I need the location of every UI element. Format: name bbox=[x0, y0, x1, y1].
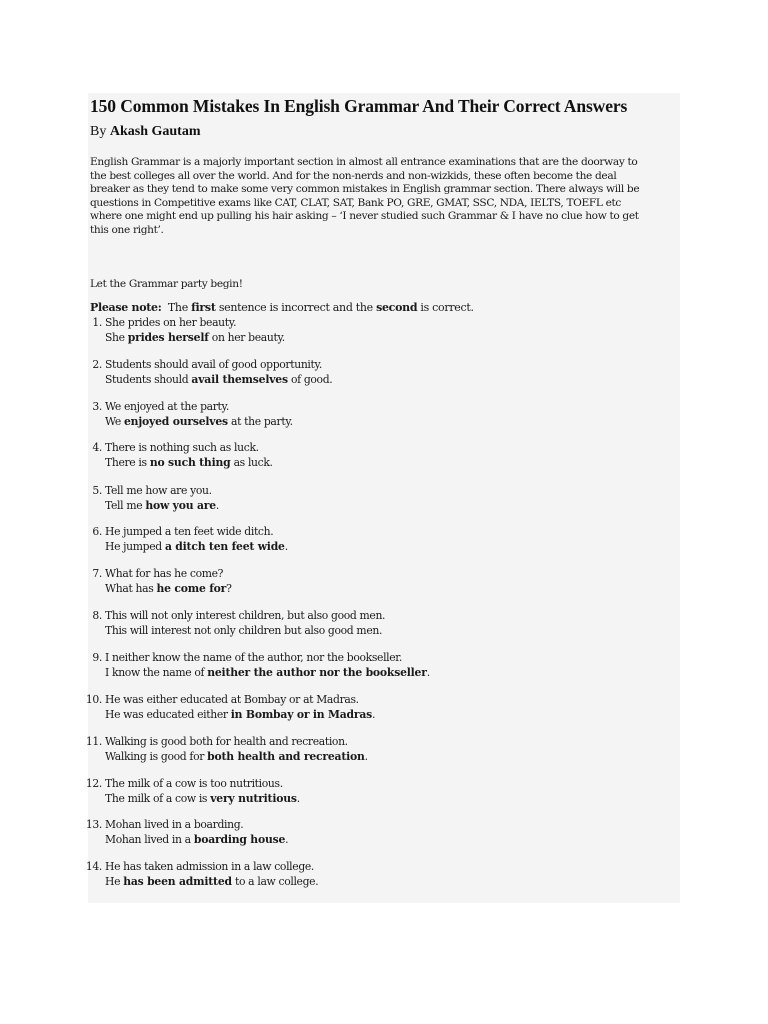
item-number: 5. bbox=[92, 484, 102, 497]
correction-bold: both health and recreation bbox=[207, 749, 365, 763]
item-number: 10. bbox=[85, 693, 102, 706]
item-number: 12. bbox=[85, 777, 102, 790]
correct-sentence bbox=[105, 415, 660, 430]
incorrect-sentence: Tell me how are you. bbox=[105, 484, 212, 497]
intro-line: breaker as they tend to make some very common mistakes in English grammar section. There always will be bbox=[90, 183, 640, 196]
item-number: 1. bbox=[92, 316, 102, 329]
correction-bold: he come for bbox=[156, 581, 227, 595]
incorrect-sentence: This will not only interest children, but also good men. bbox=[105, 609, 386, 622]
correct-sentence bbox=[105, 331, 660, 346]
correct-post: at the party. bbox=[231, 414, 293, 428]
correct-post: to a law college. bbox=[234, 874, 319, 888]
correction-bold: prides herself bbox=[127, 330, 209, 344]
incorrect-sentence: He jumped a ten feet wide ditch. bbox=[105, 525, 274, 538]
correct-sentence bbox=[105, 540, 660, 555]
intro-line: where one might end up pulling his hair asking – ‘I never studied such Grammar & I have no clue how to get bbox=[90, 210, 639, 223]
correction-bold: a ditch ten feet wide bbox=[164, 539, 285, 553]
note-text: The bbox=[167, 301, 188, 314]
correct-post: on her beauty. bbox=[211, 330, 285, 344]
intro-line: this one right’. bbox=[90, 223, 164, 236]
correct-pre: The milk of a cow is bbox=[105, 791, 208, 805]
correction-bold: how you are bbox=[145, 498, 216, 512]
correction-bold: avail themselves bbox=[191, 372, 288, 386]
note-text: is correct. bbox=[420, 301, 474, 314]
correct-pre: Walking is good for bbox=[105, 749, 205, 763]
correct-pre: She bbox=[105, 330, 125, 344]
correct-sentence bbox=[105, 499, 660, 514]
correct-pre: This will interest not only children but also good men. bbox=[105, 623, 383, 637]
list-item bbox=[80, 609, 660, 638]
correct-pre: We bbox=[105, 414, 121, 428]
correction-bold: neither the author nor the bookseller bbox=[207, 665, 427, 679]
correct-post: . bbox=[215, 498, 220, 512]
list-item bbox=[80, 860, 660, 889]
correct-sentence bbox=[105, 624, 660, 639]
list-item bbox=[80, 484, 660, 513]
correct-post: . bbox=[372, 707, 376, 721]
correct-post: ? bbox=[226, 581, 232, 595]
item-number: 13. bbox=[85, 818, 102, 831]
note-label: Please note: bbox=[90, 301, 162, 314]
correct-pre: There is bbox=[105, 455, 147, 469]
byline-prefix: By bbox=[90, 124, 107, 139]
correct-post: . bbox=[296, 791, 300, 805]
correct-post: as luck. bbox=[233, 455, 273, 469]
list-item bbox=[80, 567, 660, 596]
correction-bold: boarding house bbox=[193, 832, 286, 846]
correct-post: . bbox=[426, 665, 430, 679]
note-bold-second: second bbox=[376, 301, 418, 314]
correct-post: . bbox=[285, 832, 289, 846]
incorrect-sentence: He has taken admission in a law college. bbox=[105, 860, 315, 873]
correct-sentence bbox=[105, 750, 660, 765]
incorrect-sentence: I neither know the name of the author, nor the bookseller. bbox=[105, 651, 403, 664]
incorrect-sentence: She prides on her beauty. bbox=[105, 316, 237, 329]
correction-bold: has been admitted bbox=[123, 874, 232, 888]
list-item bbox=[80, 693, 660, 722]
correct-sentence bbox=[105, 373, 660, 388]
incorrect-sentence: The milk of a cow is too nutritious. bbox=[105, 777, 283, 790]
correct-pre: He jumped bbox=[105, 539, 162, 553]
note-bold-first: first bbox=[191, 301, 216, 314]
intro-line: the best colleges all over the world. And for the non-nerds and non-wizkids, these often become the deal bbox=[90, 169, 617, 182]
incorrect-sentence: There is nothing such as luck. bbox=[105, 441, 259, 454]
correct-sentence bbox=[105, 833, 660, 848]
list-item bbox=[80, 735, 660, 764]
byline bbox=[90, 124, 200, 140]
party-line: Let the Grammar party begin! bbox=[90, 278, 243, 290]
intro-line: English Grammar is a majorly important section in almost all entrance examinations that are the doorway to bbox=[90, 156, 638, 168]
correction-bold: very nutritious bbox=[210, 791, 297, 805]
incorrect-sentence: He was either educated at Bombay or at Madras. bbox=[105, 693, 359, 706]
correct-pre: What has bbox=[105, 581, 154, 595]
item-number: 14. bbox=[85, 860, 102, 873]
incorrect-sentence: Walking is good both for health and recreation. bbox=[105, 735, 348, 748]
incorrect-sentence: Students should avail of good opportunity. bbox=[105, 358, 322, 371]
correct-sentence bbox=[105, 708, 660, 723]
list-item bbox=[80, 316, 660, 345]
correct-post: . bbox=[284, 539, 288, 553]
item-number: 7. bbox=[92, 567, 102, 580]
intro-paragraph bbox=[90, 156, 668, 238]
incorrect-sentence: What for has he come? bbox=[105, 567, 224, 580]
correct-pre: Students should bbox=[105, 372, 189, 386]
author-name: Akash Gautam bbox=[109, 124, 201, 139]
item-number: 2. bbox=[92, 358, 102, 371]
item-number: 11. bbox=[85, 735, 102, 748]
correction-bold: no such thing bbox=[149, 455, 231, 469]
correct-sentence bbox=[105, 875, 660, 890]
item-number: 4. bbox=[92, 441, 102, 454]
correction-bold: in Bombay or in Madras bbox=[230, 707, 373, 721]
correct-pre: Mohan lived in a bbox=[105, 832, 191, 846]
list-item bbox=[80, 400, 660, 429]
correction-bold: enjoyed ourselves bbox=[124, 414, 228, 428]
incorrect-sentence: Mohan lived in a boarding. bbox=[105, 818, 244, 831]
item-number: 3. bbox=[92, 400, 102, 413]
correct-pre: I know the name of bbox=[105, 665, 205, 679]
item-number: 8. bbox=[92, 609, 102, 622]
item-number: 9. bbox=[92, 651, 102, 664]
list-item bbox=[80, 525, 660, 554]
please-note bbox=[90, 301, 474, 314]
list-item bbox=[80, 651, 660, 680]
correct-sentence bbox=[105, 792, 660, 807]
document-title: 150 Common Mistakes In English Grammar And Their Correct Answers bbox=[90, 96, 628, 116]
correct-sentence bbox=[105, 666, 660, 681]
correct-post: . bbox=[364, 749, 368, 763]
list-item bbox=[80, 358, 660, 387]
correct-sentence bbox=[105, 582, 660, 597]
correct-pre: Tell me bbox=[105, 498, 143, 512]
list-item bbox=[80, 441, 660, 470]
correct-pre: He was educated either bbox=[105, 707, 228, 721]
note-text: sentence is incorrect and the bbox=[218, 301, 373, 314]
correct-sentence bbox=[105, 456, 660, 471]
correct-pre: He bbox=[105, 874, 121, 888]
list-item bbox=[80, 818, 660, 847]
correct-post: of good. bbox=[290, 372, 333, 386]
incorrect-sentence: We enjoyed at the party. bbox=[105, 400, 229, 413]
list-item bbox=[80, 777, 660, 806]
intro-line: questions in Competitive exams like CAT, CLAT, SAT, Bank PO, GRE, GMAT, SSC, NDA, IELTS, TOEFL etc bbox=[90, 196, 621, 209]
item-number: 6. bbox=[92, 525, 102, 538]
